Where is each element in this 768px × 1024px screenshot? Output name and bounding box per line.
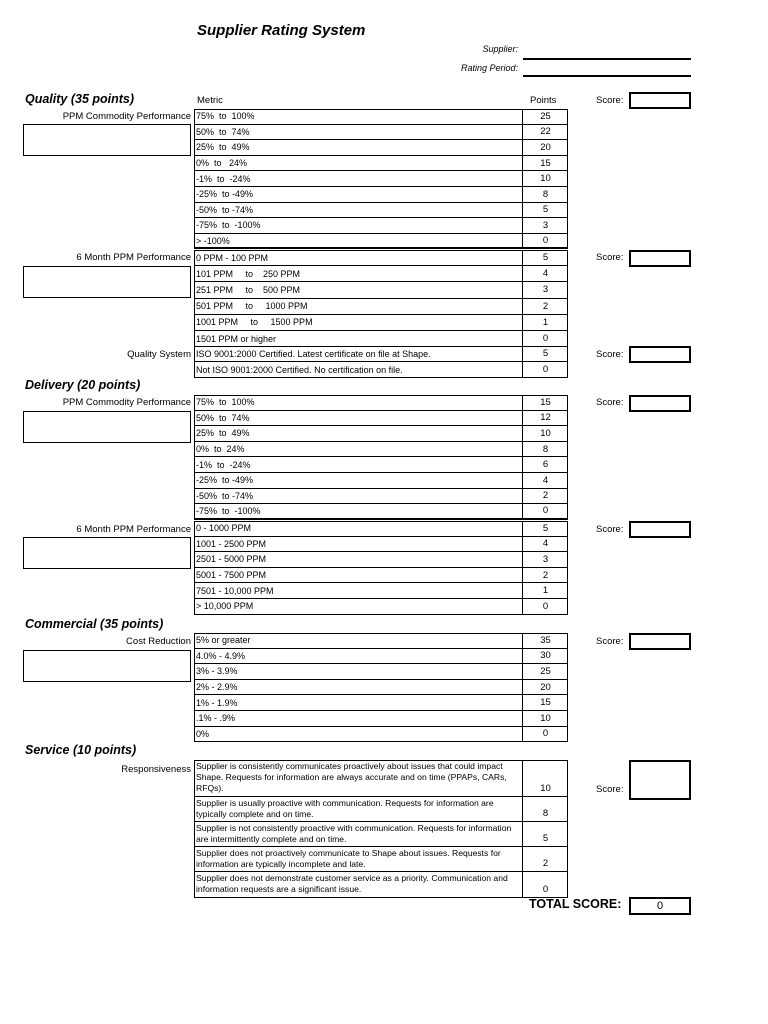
metric-row bbox=[194, 411, 568, 427]
section-service-title: Service (10 points) bbox=[25, 743, 137, 757]
metric-points: 15 bbox=[522, 395, 568, 410]
metric-text: 50% to 74% bbox=[196, 126, 250, 137]
metric-points: 2 bbox=[522, 568, 568, 583]
metric-points: 5 bbox=[522, 250, 568, 265]
metric-points: 10 bbox=[522, 711, 568, 726]
metric-points: 20 bbox=[522, 140, 568, 155]
metric-row bbox=[194, 250, 568, 266]
metric-row bbox=[194, 822, 568, 847]
metric-points: 30 bbox=[522, 649, 568, 664]
metric-text: 251 PPM to 500 PPM bbox=[196, 284, 301, 295]
metric-row bbox=[194, 331, 568, 347]
comment-box[interactable] bbox=[23, 537, 191, 569]
section-quality-title: Quality (35 points) bbox=[25, 92, 135, 106]
metric-text: 25% to 49% bbox=[196, 142, 250, 153]
metric-text: 5% or greater bbox=[196, 635, 251, 646]
metric-row bbox=[194, 140, 568, 156]
score-box[interactable] bbox=[629, 92, 691, 109]
metric-row bbox=[194, 537, 568, 553]
metric-row bbox=[194, 664, 568, 680]
rating-period-label: Rating Period: bbox=[460, 63, 518, 73]
metric-text: -25% to -49% bbox=[196, 475, 254, 486]
metric-text: > 10,000 PPM bbox=[196, 601, 254, 612]
metric-text: 2% - 2.9% bbox=[196, 682, 238, 693]
criterion-label: Quality System bbox=[127, 349, 191, 360]
metric-points: 22 bbox=[522, 125, 568, 140]
score-box[interactable] bbox=[629, 521, 691, 538]
metric-points: 0 bbox=[522, 599, 568, 614]
metric-row bbox=[194, 346, 568, 362]
metric-text: -1% to -24% bbox=[196, 459, 251, 470]
metric-row bbox=[194, 299, 568, 315]
metric-text: 101 PPM to 250 PPM bbox=[196, 268, 301, 279]
score-label: Score: bbox=[596, 252, 624, 263]
metric-row bbox=[194, 711, 568, 727]
metric-row bbox=[194, 362, 568, 378]
metric-points: 12 bbox=[522, 411, 568, 426]
metric-row bbox=[194, 473, 568, 489]
metric-text: ISO 9001:2000 Certified. Latest certificate on file at Shape. bbox=[196, 348, 431, 359]
points-header: Points bbox=[530, 95, 557, 106]
rating-period-field[interactable] bbox=[523, 75, 691, 77]
metric-points: 35 bbox=[522, 633, 568, 648]
metric-points: 4 bbox=[522, 537, 568, 552]
metric-text: 1501 PPM or higher bbox=[196, 333, 277, 344]
score-label: Score: bbox=[596, 95, 624, 106]
total-score-label: TOTAL SCORE: bbox=[529, 897, 622, 911]
metric-row bbox=[194, 315, 568, 331]
metric-row bbox=[194, 125, 568, 141]
metric-row bbox=[194, 171, 568, 187]
criterion-label: Cost Reduction bbox=[126, 636, 191, 647]
metric-points: 5 bbox=[522, 521, 568, 536]
metric-points: 3 bbox=[522, 282, 568, 297]
metric-row bbox=[194, 872, 568, 898]
metric-text: 0% to 24% bbox=[196, 158, 248, 169]
metric-row bbox=[194, 760, 568, 797]
metric-row bbox=[194, 109, 568, 125]
criterion-label: PPM Commodity Performance bbox=[62, 111, 191, 122]
metric-points: 1 bbox=[522, 315, 568, 330]
metric-text: 3% - 3.9% bbox=[196, 666, 238, 677]
metric-text: Supplier is consistently communicates proactively about issues that could impact Shape. Requests for information are always accurate and on time (PPAPs, CARs, RFQs). bbox=[196, 761, 507, 793]
metric-row bbox=[194, 649, 568, 665]
metric-points: 0 bbox=[522, 872, 568, 897]
metric-row bbox=[194, 568, 568, 584]
metric-row bbox=[194, 489, 568, 505]
metric-text: -50% to -74% bbox=[196, 204, 254, 215]
metric-points: 25 bbox=[522, 109, 568, 124]
metric-points: 6 bbox=[522, 457, 568, 472]
criterion-label: 6 Month PPM Performance bbox=[76, 524, 191, 535]
metric-points: 0 bbox=[522, 727, 568, 742]
metric-points: 2 bbox=[522, 847, 568, 871]
metric-row bbox=[194, 797, 568, 822]
metric-points: 8 bbox=[522, 797, 568, 821]
metric-points: 4 bbox=[522, 473, 568, 488]
metric-points: 1 bbox=[522, 583, 568, 598]
metric-points: 8 bbox=[522, 187, 568, 202]
metric-text: -50% to -74% bbox=[196, 490, 254, 501]
score-label: Score: bbox=[596, 524, 624, 535]
score-label: Score: bbox=[596, 784, 624, 795]
section-commercial-title: Commercial (35 points) bbox=[25, 617, 164, 631]
metric-text: Supplier does not demonstrate customer service as a priority. Communication and information requests are a significant issue. bbox=[196, 873, 508, 894]
total-score-value: 0 bbox=[629, 897, 691, 915]
comment-box[interactable] bbox=[23, 266, 191, 298]
comment-box[interactable] bbox=[23, 411, 191, 443]
metric-text: Supplier is usually proactive with communication. Requests for information are typically complete and on time. bbox=[196, 798, 494, 819]
metric-text: 5001 - 7500 PPM bbox=[196, 570, 267, 581]
score-box[interactable] bbox=[629, 395, 691, 412]
metric-points: 2 bbox=[522, 489, 568, 504]
metric-text: 75% to 100% bbox=[196, 397, 255, 408]
comment-box[interactable] bbox=[23, 124, 191, 156]
metric-row bbox=[194, 521, 568, 537]
metric-row bbox=[194, 282, 568, 298]
metric-text: 0 - 1000 PPM bbox=[196, 523, 252, 534]
metric-points: 20 bbox=[522, 680, 568, 695]
metric-points: 2 bbox=[522, 299, 568, 314]
metric-text: 2501 - 5000 PPM bbox=[196, 554, 267, 565]
metric-row bbox=[194, 187, 568, 203]
metric-row bbox=[194, 633, 568, 649]
metric-points: 4 bbox=[522, 266, 568, 281]
metric-text: 0% bbox=[196, 728, 210, 739]
section-delivery-title: Delivery (20 points) bbox=[25, 378, 141, 392]
metric-points: 5 bbox=[522, 346, 568, 361]
metric-row bbox=[194, 552, 568, 568]
metric-text: 1001 PPM to 1500 PPM bbox=[196, 317, 313, 328]
metric-points: 10 bbox=[522, 760, 568, 796]
score-box[interactable] bbox=[629, 250, 691, 267]
score-box[interactable] bbox=[629, 633, 691, 650]
metric-points: 10 bbox=[522, 426, 568, 441]
page-title: Supplier Rating System bbox=[197, 22, 366, 39]
metric-text: 50% to 74% bbox=[196, 412, 250, 423]
metric-row bbox=[194, 847, 568, 872]
metric-text: -75% to -100% bbox=[196, 220, 261, 231]
score-box[interactable] bbox=[629, 760, 691, 800]
supplier-label: Supplier: bbox=[482, 44, 518, 54]
metric-text: Supplier is not consistently proactive with communication. Requests for information are intermittently complete and on time. bbox=[196, 823, 512, 844]
score-label: Score: bbox=[596, 349, 624, 360]
metric-row bbox=[194, 426, 568, 442]
metric-text: 1% - 1.9% bbox=[196, 697, 238, 708]
metric-points: 0 bbox=[522, 504, 568, 518]
metric-text: -1% to -24% bbox=[196, 173, 251, 184]
metric-header: Metric bbox=[197, 95, 223, 106]
metric-points: 25 bbox=[522, 664, 568, 679]
metric-row bbox=[194, 504, 568, 520]
metric-points: 10 bbox=[522, 171, 568, 186]
metric-points: 0 bbox=[522, 331, 568, 346]
metric-text: 0% to 24% bbox=[196, 444, 245, 455]
metric-row bbox=[194, 395, 568, 411]
metric-row bbox=[194, 156, 568, 172]
metric-points: 15 bbox=[522, 156, 568, 171]
score-label: Score: bbox=[596, 636, 624, 647]
score-label: Score: bbox=[596, 397, 624, 408]
metric-row bbox=[194, 599, 568, 615]
metric-text: -25% to -49% bbox=[196, 189, 254, 200]
metric-points: 8 bbox=[522, 442, 568, 457]
metric-row bbox=[194, 695, 568, 711]
metric-points: 0 bbox=[522, 362, 568, 377]
metric-text: > -100% bbox=[196, 235, 230, 246]
metric-text: 25% to 49% bbox=[196, 428, 250, 439]
metric-row bbox=[194, 583, 568, 599]
metric-row bbox=[194, 442, 568, 458]
metric-points: 3 bbox=[522, 218, 568, 233]
metric-row bbox=[194, 266, 568, 282]
metric-points: 3 bbox=[522, 552, 568, 567]
metric-points: 5 bbox=[522, 203, 568, 218]
score-box[interactable] bbox=[629, 346, 691, 363]
supplier-field[interactable] bbox=[523, 58, 691, 60]
metric-points: 5 bbox=[522, 822, 568, 846]
metric-text: 7501 - 10,000 PPM bbox=[196, 585, 274, 596]
metric-text: .1% - .9% bbox=[196, 713, 236, 724]
metric-text: Not ISO 9001:2000 Certified. No certification on file. bbox=[196, 364, 403, 375]
metric-row bbox=[194, 218, 568, 234]
metric-row bbox=[194, 727, 568, 743]
metric-row bbox=[194, 203, 568, 219]
criterion-label: PPM Commodity Performance bbox=[62, 397, 191, 408]
metric-points: 15 bbox=[522, 695, 568, 710]
metric-text: 501 PPM to 1000 PPM bbox=[196, 301, 308, 312]
metric-text: 1001 - 2500 PPM bbox=[196, 538, 267, 549]
metric-text: -75% to -100% bbox=[196, 505, 261, 516]
metric-row bbox=[194, 680, 568, 696]
criterion-label: 6 Month PPM Performance bbox=[76, 252, 191, 263]
metric-row bbox=[194, 457, 568, 473]
metric-row bbox=[194, 234, 568, 250]
metric-text: 0 PPM - 100 PPM bbox=[196, 252, 269, 263]
metric-text: 4.0% - 4.9% bbox=[196, 650, 246, 661]
comment-box[interactable] bbox=[23, 650, 191, 682]
criterion-label: Responsiveness bbox=[121, 764, 191, 775]
metric-text: 75% to 100% bbox=[196, 111, 255, 122]
metric-points: 0 bbox=[522, 234, 568, 248]
metric-text: Supplier does not proactively communicate to Shape about issues. Requests for information are typically incomplete and late. bbox=[196, 848, 501, 869]
